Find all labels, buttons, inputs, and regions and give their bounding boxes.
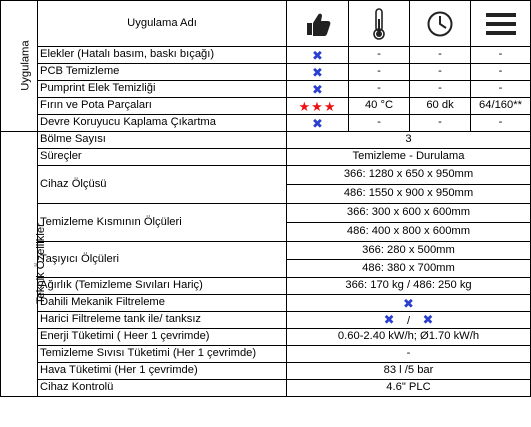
tech-value: 366: 1280 x 650 x 950mm	[287, 166, 531, 185]
tech-row	[1, 312, 531, 329]
app-row-time: -	[410, 47, 471, 64]
tech-row	[1, 380, 531, 397]
app-row-temp: -	[349, 81, 410, 98]
tech-row	[1, 346, 531, 363]
app-row	[1, 115, 531, 132]
app-row	[1, 81, 531, 98]
tech-label: Taşıyıcı Ölçüleri	[38, 242, 287, 278]
tech-value: 366: 280 x 500mm	[287, 242, 531, 260]
app-row	[1, 47, 531, 64]
tech-value-external-filter	[287, 312, 531, 329]
app-row-time: -	[410, 64, 471, 81]
header-title: Uygulama Adı	[38, 1, 287, 47]
app-row	[1, 98, 531, 115]
tech-row	[1, 149, 531, 166]
tech-row	[1, 204, 531, 223]
app-row-temp: 40 °C	[349, 98, 410, 115]
tech-label: Enerji Tüketimi ( Heer 1 çevrimde)	[38, 329, 287, 346]
app-row-label: Fırın ve Pota Parçaları	[38, 98, 287, 115]
tech-value: 4.6" PLC	[287, 380, 531, 397]
app-row-label: Devre Koruyucu Kaplama Çıkartma	[38, 115, 287, 132]
tech-value: 0.60-2.40 kW/h; Ø1.70 kW/h	[287, 329, 531, 346]
tech-label: Ağırlık (Temizleme Sıvıları Hariç)	[38, 278, 287, 295]
app-row-capacity: -	[471, 47, 531, 64]
app-row-label: Pumprint Elek Temizliği	[38, 81, 287, 98]
tech-value: 3	[287, 132, 531, 149]
header-row	[1, 1, 531, 47]
app-row-capacity: 64/160**	[471, 98, 531, 115]
tech-label: Temizleme Kısmının Ölçüleri	[38, 204, 287, 242]
app-row	[1, 64, 531, 81]
x-icon: ✖	[287, 115, 349, 132]
tech-value: 83 l /5 bar	[287, 363, 531, 380]
tech-label: Harici Filtreleme tank ile/ tanksız	[38, 312, 287, 329]
x-icon: ✖	[383, 311, 395, 327]
tech-row	[1, 329, 531, 346]
section-technical	[1, 132, 47, 397]
section-application-label: Uygulama	[19, 40, 32, 92]
tech-value: Temizleme - Durulama	[287, 149, 531, 166]
tech-label: Bölme Sayısı	[38, 132, 287, 149]
clock-icon	[410, 1, 471, 47]
tech-value: 366: 300 x 600 x 600mm	[287, 204, 531, 223]
tech-value: 486: 380 x 700mm	[287, 260, 531, 278]
x-icon: ✖	[287, 81, 349, 98]
tech-row	[1, 242, 531, 260]
x-icon: ✖	[287, 64, 349, 81]
thumbs-up-icon	[287, 1, 349, 47]
app-row-capacity: -	[471, 115, 531, 132]
tech-label: Cihaz Ölçüsü	[38, 166, 287, 204]
x-icon: ✖	[287, 47, 349, 64]
tech-value: -	[287, 346, 531, 363]
tech-row	[1, 132, 531, 149]
app-row-time: -	[410, 81, 471, 98]
app-row-temp: -	[349, 47, 410, 64]
tech-value: 486: 400 x 800 x 600mm	[287, 223, 531, 242]
tech-label: Temizleme Sıvısı Tüketimi (Her 1 çevrimde)	[38, 346, 287, 363]
tech-row	[1, 363, 531, 380]
tech-label: Cihaz Kontrolü	[38, 380, 287, 397]
tech-row	[1, 278, 531, 295]
app-row-temp: -	[349, 64, 410, 81]
tech-label: Dahili Mekanik Filtreleme	[38, 295, 287, 312]
app-row-time: 60 dk	[410, 98, 471, 115]
tech-value: 486: 1550 x 900 x 950mm	[287, 185, 531, 204]
tech-row	[1, 295, 531, 312]
separator: /	[406, 314, 411, 327]
hamburger-menu-icon	[471, 1, 531, 47]
app-row-label: PCB Temizleme	[38, 64, 287, 81]
app-row-temp: -	[349, 115, 410, 132]
section-technical-label: Teknik Özellikler	[34, 223, 47, 305]
tech-row	[1, 166, 531, 185]
section-application	[1, 1, 38, 132]
tech-label: Süreçler	[38, 149, 287, 166]
tech-label: Hava Tüketimi (Her 1 çevrimde)	[38, 363, 287, 380]
app-row-capacity: -	[471, 64, 531, 81]
thermometer-icon	[349, 1, 410, 47]
x-icon: ✖	[422, 311, 434, 327]
rating-stars-icon: ★★★	[287, 98, 349, 115]
app-row-time: -	[410, 115, 471, 132]
app-row-label: Elekler (Hatalı basım, baskı bıçağı)	[38, 47, 287, 64]
tech-value: 366: 170 kg / 486: 250 kg	[287, 278, 531, 295]
app-row-capacity: -	[471, 81, 531, 98]
x-icon: ✖	[287, 295, 531, 312]
